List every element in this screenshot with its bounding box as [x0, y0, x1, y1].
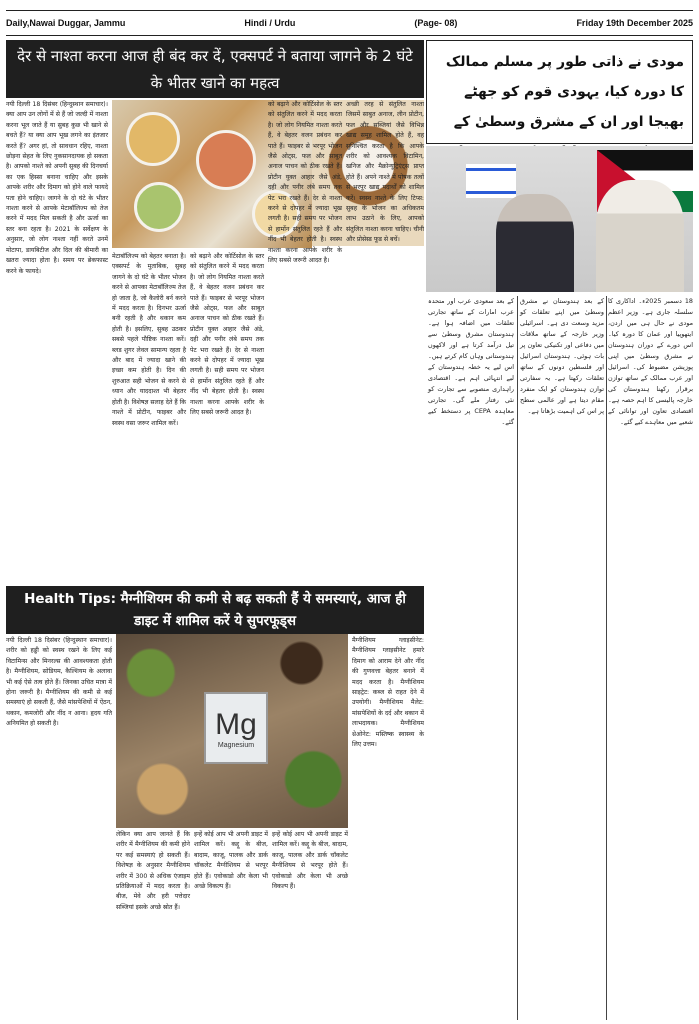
urdu-headline: مودی نے ذاتی طور پر مسلم ممالک کا دورہ کیا، یہودی قوم کو جھٹے بھیجا اور ان کے مشرق وسطیٰ کے [426, 40, 693, 144]
language-label: Hindi / Urdu [244, 18, 296, 28]
person-left [496, 194, 574, 292]
issue-date: Friday 19th December 2025 [576, 18, 693, 28]
israel-flag-icon [466, 164, 516, 198]
paper-name: Daily,Nawai Duggar, Jammu [6, 18, 126, 28]
health-col-1: नयी दिल्ली 18 दिसंबर (हिन्दुस्थान समाचार)। शरीर को हड्डी को स्वस्थ रखने के लिए कई विटामिन्स और मिनरल्स की आवश्यकता होती है। मैग्नीशियम, सोडियम, कैल्शियम के अलावा भी कई ऐसे तत्व होते हैं। जिनका उचित मात्रा में होना जरूरी है। मैग्नीशियम की कमी से कई समस्याएं हो सकती हैं, जैसे मांसपेशियों में ऐंठन, थकान, कमजोरी और नींद न आना। हृदय गति अनियमित हो सकती है। [6, 637, 112, 728]
breakfast-col-3: को बढ़ाने और कोर्टिसोल के स्तर को संतुलित करने में मदद करता है। जो लोग नियमित नाश्ता करते हैं, वे बेहतर वजन प्रबंधन कर पाते हैं। फाइबर से भरपूर भोजन जैसे ओट्स, फल और साबुत अनाज पाचन को ठीक रखते हैं। प्रोटीन युक्त आहार जैसे अंडे, दही और पनीर लंबे समय तक पेट भरा रखते हैं। देर से नाश्ता करने से दोपहर में ज्यादा भूख लगती है। सही समय पर भोजन से हार्मोन संतुलित रहते हैं और नींद भी बेहतर होती है। स्वस्थ नाश्ता करना आपके शरीर के लिए सबसे जरूरी आदत है। [268, 101, 342, 265]
magnesium-tile [204, 692, 268, 764]
health-col-4: मैग्नीशियम ग्लाइसीनेट: मैग्नीशियम ग्लाइसीनेट हमारे दिमाग को आराम देने और नींद की गुणवत्ता बेहतर बनाने में मदद करता है। मैग्नीशियम साइट्रेट: कब्ज से राहत देने में उपयोगी। मैग्नीशियम मैलेट: मांसपेशियों के दर्द और थकान में लाभदायक। मैग्नीशियम थ्रेओनेट: मस्तिष्क स्वास्थ्य के लिए उत्तम। [352, 637, 424, 749]
urdu-col-2: کے بعد ہندوستان نے مشرق وسطیٰ میں اپنے تعلقات کو مزید وسعت دی ہے۔ اسرائیلی وزیر خارجہ کے ساتھ ملاقات میں دفاعی اور تکنیکی تعاون پر بات ہوئی۔ ہندوستان اسرائیل اور فلسطین دونوں کے ساتھ تعلقات رکھتا ہے۔ یہ سفارتی توازن ہندوستان کو ایک منفرد مقام دیتا ہے اور عالمی سطح پر اس کی اہمیت بڑھاتا ہے۔ [520, 297, 604, 415]
breakfast-col-1: नयी दिल्ली 18 दिसंबर (हिन्दुस्थान समाचार)। क्या आप उन लोगों में से हैं जो जल्दी में नाश्ता करना भूल जाते हैं या सुबह कुछ भी खाने से बचते हैं? या क्या आप भूख लगने का इंतजार करते हैं? अगर हां, तो सावधान रहिए, नाश्ता छोड़ना सेहत के लिए नुकसानदायक हो सकता है। आपको नाश्ते को अपनी सुबह की दिनचर्या का एक हिस्सा बनाना चाहिए और इसके आपके शरीर और दिमाग को होने वाले फायदे पता होने चाहिए। जागने के दो घंटे के भीतर नाश्ता करने से आपके मेटाबॉलिज्म को तेज करने में मदद मिल सकती है और ऊर्जा का स्तर बना रहता है। 2021 के सर्वेक्षण के अनुसार, जो लोग नाश्ता नहीं करते उनमें मोटापा, डायबिटीज और दिल की बीमारी का खतरा ज्यादा होता है। समय पर ब्रेकफास्ट करने के फायदे। [6, 101, 108, 275]
magnesium-symbol: Mg [215, 707, 257, 741]
page-number: (Page- 08) [414, 18, 458, 28]
leaders-photo [426, 146, 693, 292]
column-divider [517, 296, 518, 1020]
magnesium-foods-photo [116, 634, 348, 828]
breakfast-col-4: अच्छी तरह से संतुलित नाश्ता जिसमें साबुत अनाज, लीन प्रोटीन, फल और सब्जियां जैसे विभिन्न खाद्य समूह शामिल होते हैं, वह सुनिश्चित करता है कि आपके शरीर को आवश्यक विटामिन, खनिज और मैक्रोन्यूट्रिएंट्स प्राप्त होते हैं। अपने नाश्ते में पोषक तत्वों से भरपूर खाद्य पदार्थों को शामिल करें। स्वस्थ नाश्ते के लिए टिप्स: सुबह के भोजन का अधिकतम लाभ उठाने के लिए, आपको संतुलित नाश्ता करना चाहिए। चीनी और प्रोसेस्ड फूड से बचें। [346, 101, 424, 244]
breakfast-headline: देर से नाश्ता करना आज ही बंद कर दें, एक्सपर्ट ने बताया जागने के 2 घंटे के भीतर खाने का महत्व [6, 40, 424, 98]
health-col-2b: इन्हें कोई आप भी अपनी डाइट में शामिल करें। कद्दू के बीज, बादाम, काजू, पालक और डार्क चॉकलेट मैग्नीशियम से भरपूर होते हैं। एवोकाडो और केला भी अच्छे विकल्प हैं। [194, 831, 268, 891]
breakfast-col-3-left: को बढ़ाने और कोर्टिसोल के स्तर को संतुलित करने में मदद करता है। जो लोग नियमित नाश्ता करते हैं, वे बेहतर वजन प्रबंधन कर पाते हैं। फाइबर से भरपूर भोजन जैसे ओट्स, फल और साबुत अनाज पाचन को ठीक रखते हैं। प्रोटीन युक्त आहार जैसे अंडे, दही और पनीर लंबे समय तक पेट भरा रखते हैं। देर से नाश्ता करने से दोपहर में ज्यादा भूख लगती है। सही समय पर भोजन से हार्मोन संतुलित रहते हैं और नींद भी बेहतर होती है। स्वस्थ नाश्ता करना आपके शरीर के लिए सबसे जरूरी आदत है। [190, 253, 264, 417]
health-col-3: इन्हें कोई आप भी अपनी डाइट में शामिल करें। कद्दू के बीज, बादाम, काजू, पालक और डार्क चॉकलेट मैग्नीशियम से भरपूर होते हैं। एवोकाडो और केला भी अच्छे विकल्प हैं। [272, 831, 348, 891]
urdu-col-1: 18 دسمبر 2025ء۔ اداکاری کا سلسلہ جاری ہے۔ وزیر اعظم مودی نے حال ہی میں اردن، ایتھوپیا اور عمان کا دورہ کیا۔ اس دورے کے دوران ہندوستان نے مشرق وسطیٰ میں اپنی پوزیشن مضبوط کی۔ اسرائیل اور عرب ممالک کے ساتھ توازن برقرار رکھنا ہندوستان کی خارجہ پالیسی کا اہم حصہ ہے۔ اقتصادی تعاون اور توانائی کے شعبے میں معاہدے کیے گئے۔ [608, 297, 693, 426]
magnesium-name: Magnesium [217, 741, 255, 749]
breakfast-col-2: मेटाबॉलिज्म को बेहतर बनाता है। एक्सपर्ट के मुताबिक, सुबह जागने के दो घंटे के भीतर भोजन करने से आपका मेटाबॉलिज्म तेज हो जाता है, जो कैलोरी बर्न करने में मदद करता है। दिनभर ऊर्जा बनी रहती है और थकान कम होती है। इसलिए, सुबह उठकर सबसे पहले पौष्टिक नाश्ता करें। ब्लड शुगर लेवल सामान्य रहता है और बाद में ज्यादा खाने की इच्छा कम होती है। दिन की शुरुआत सही भोजन से करने से ध्यान और याददाश्त भी बेहतर होती है। विशेषज्ञ सलाह देते हैं कि नाश्ते में प्रोटीन, फाइबर और स्वस्थ वसा जरूर शामिल करें। [112, 253, 186, 427]
person-right [596, 180, 684, 292]
health-col-2: लेकिन क्या आप जानते हैं कि शरीर में मैग्नीशियम की कमी होने पर कई समस्याएं हो सकती हैं। विशेषज्ञ के अनुसार मैग्नीशियम शरीर में 300 से अधिक एंजाइम प्रतिक्रियाओं में मदद करता है। बीज, मेवे और हरी पत्तेदार सब्जियां इसके अच्छे स्रोत हैं। [116, 831, 190, 911]
health-tips-headline: Health Tips: मैग्नीशियम की कमी से बढ़ सकती हैं ये समस्याएं, आज ही डाइट में शामिल करें ये सुपरफूड्स [6, 586, 424, 634]
masthead [6, 10, 693, 36]
column-divider [606, 296, 607, 1020]
urdu-col-3: کے بعد سعودی عرب اور متحدہ عرب امارات کے ساتھ تجارتی تعلقات میں اضافہ ہوا ہے۔ ہندوستان مشرق وسطیٰ سے تیل درآمد کرتا ہے اور لاکھوں ہندوستانی وہاں کام کرتے ہیں۔ اس لیے یہ خطہ ہندوستان کے لیے انتہائی اہم ہے۔ اقتصادی راہداری منصوبے سے تجارت کو نئی رفتار ملے گی۔ تجارتی معاہدہ CEPA پر دستخط کیے گئے۔ [428, 297, 515, 426]
